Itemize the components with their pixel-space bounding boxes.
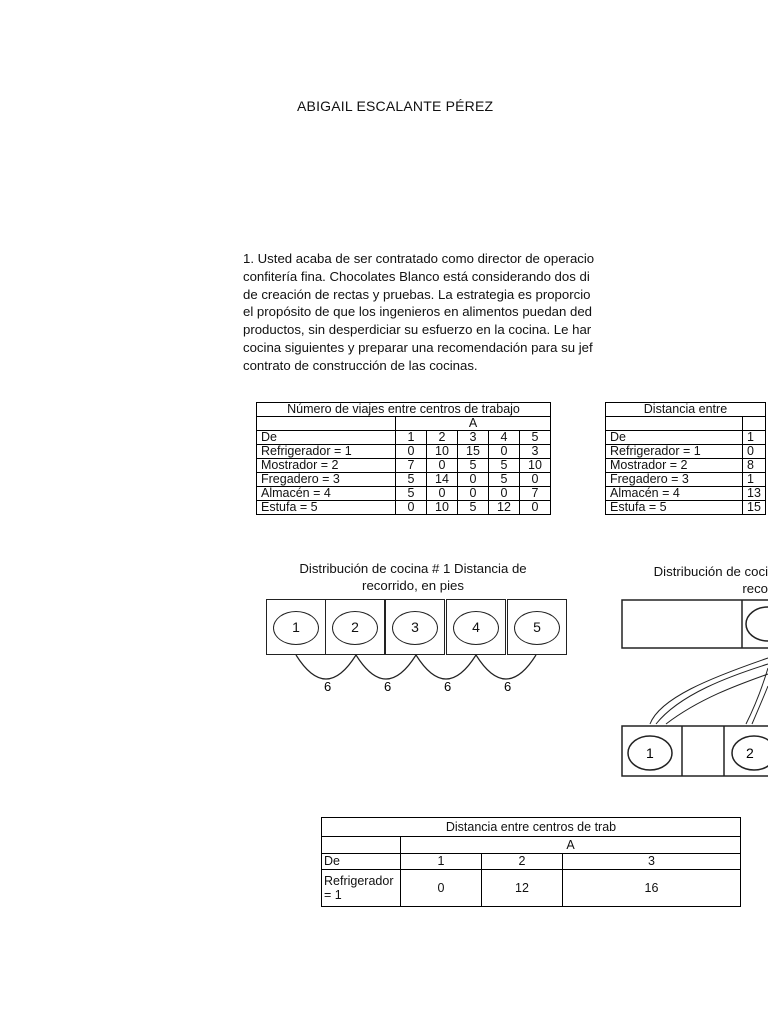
empty-cell	[257, 417, 396, 431]
cell: 10	[427, 501, 458, 515]
arc	[476, 655, 536, 679]
layout1-caption	[268, 560, 558, 594]
table-row	[606, 487, 766, 501]
col-header: 1	[401, 854, 482, 870]
cell: 15	[743, 501, 766, 515]
paragraph-line: el propósito de que los ingenieros en alimentos puedan ded	[243, 304, 592, 320]
caption-line: Distribución de coci	[653, 564, 768, 579]
paragraph-line: confitería fina. Chocolates Blanco está considerando dos di	[243, 268, 590, 284]
cell: 5	[458, 501, 489, 515]
row-label: Refrigerador = 1	[606, 445, 743, 459]
station-circle: 4	[453, 611, 499, 645]
table-row	[606, 445, 766, 459]
caption-line: reco	[742, 581, 768, 596]
cell: 16	[563, 870, 741, 907]
cell: 0	[458, 473, 489, 487]
row-label-line: = 1	[324, 888, 342, 902]
distance-table-2	[321, 817, 741, 907]
col-header: 5	[520, 431, 551, 445]
cell: 3	[520, 445, 551, 459]
distance-table-wrapper	[605, 402, 768, 515]
col-header: 1	[743, 431, 766, 445]
row-label	[322, 870, 401, 907]
cell: 13	[743, 487, 766, 501]
cell: 5	[396, 473, 427, 487]
station-label: 1	[646, 745, 654, 761]
layout2-caption	[622, 563, 768, 597]
col-header: 3	[563, 854, 741, 870]
cell: 10	[427, 445, 458, 459]
author-name: ABIGAIL ESCALANTE PÉREZ	[297, 98, 494, 114]
empty-cell	[322, 837, 401, 854]
distance-label: 6	[444, 679, 452, 694]
cell: 12	[489, 501, 520, 515]
cell: 14	[427, 473, 458, 487]
trips-table-title: Número de viajes entre centros de trabajo	[257, 403, 551, 417]
station-circle: 2	[332, 611, 378, 645]
cell: 0	[458, 487, 489, 501]
station-circle: 1	[273, 611, 319, 645]
row-label-line: Refrigerador	[324, 874, 394, 888]
row-label: Estufa = 5	[257, 501, 396, 515]
row-label: Mostrador = 2	[606, 459, 743, 473]
cell: 0	[489, 487, 520, 501]
table-row	[257, 473, 551, 487]
paragraph-line: cocina siguientes y preparar una recomendación para su jef	[243, 339, 593, 355]
empty-cell	[743, 417, 766, 431]
kitchen-layout-1	[266, 599, 570, 709]
to-label: A	[401, 837, 741, 854]
distance-table-title: Distancia entre	[606, 403, 766, 417]
cell: 0	[427, 459, 458, 473]
table-row	[606, 473, 766, 487]
cell: 5	[458, 459, 489, 473]
arc	[416, 655, 476, 679]
empty-cell	[606, 417, 743, 431]
cell: 7	[396, 459, 427, 473]
layout2-drawing	[620, 598, 768, 808]
table-row	[606, 501, 766, 515]
distance-label: 6	[324, 679, 332, 694]
trips-table	[256, 402, 551, 515]
table-row	[257, 459, 551, 473]
table-row	[257, 487, 551, 501]
paragraph-line: 1. Usted acaba de ser contratado como director de operacio	[243, 251, 595, 266]
distance-table	[605, 402, 766, 515]
cell: 0	[401, 870, 482, 907]
distance-label: 6	[384, 679, 392, 694]
caption-line: Distribución de cocina # 1 Distancia de	[299, 561, 527, 576]
to-label: A	[396, 417, 551, 431]
col-header: 1	[396, 431, 427, 445]
distance-table-2-wrapper	[321, 817, 659, 907]
arc	[666, 674, 768, 724]
cell: 0	[743, 445, 766, 459]
from-label: De	[322, 854, 401, 870]
table-row	[606, 459, 766, 473]
cell: 0	[396, 445, 427, 459]
distance-arcs	[266, 599, 570, 709]
problem-paragraph	[243, 250, 641, 375]
arc	[746, 668, 768, 724]
table-row	[322, 870, 741, 907]
station-circle	[746, 607, 768, 641]
arc	[356, 655, 416, 679]
cell: 10	[520, 459, 551, 473]
col-header: 4	[489, 431, 520, 445]
cell: 0	[396, 501, 427, 515]
caption-line: recorrido, en pies	[362, 578, 464, 593]
from-label: De	[606, 431, 743, 445]
cell: 12	[482, 870, 563, 907]
cell: 8	[743, 459, 766, 473]
paragraph-line: productos, sin desperdiciar su esfuerzo en la cocina. Le har	[243, 322, 592, 338]
cell: 7	[520, 487, 551, 501]
cell: 0	[427, 487, 458, 501]
paragraph-line: de creación de rectas y pruebas. La estrategia es proporcio	[243, 286, 591, 302]
cell: 15	[458, 445, 489, 459]
paragraph-line: contrato de construcción de las cocinas.	[243, 357, 478, 373]
table-row	[257, 445, 551, 459]
cell: 5	[489, 459, 520, 473]
from-label: De	[257, 431, 396, 445]
arc	[296, 655, 356, 679]
col-header: 2	[427, 431, 458, 445]
cell: 1	[743, 473, 766, 487]
arc	[656, 664, 768, 724]
station-label: 2	[746, 745, 754, 761]
col-header: 3	[458, 431, 489, 445]
row-label: Estufa = 5	[606, 501, 743, 515]
col-header: 2	[482, 854, 563, 870]
station-circle: 3	[392, 611, 438, 645]
row-label: Fregadero = 3	[257, 473, 396, 487]
distance-label: 6	[504, 679, 512, 694]
station-circle: 5	[514, 611, 560, 645]
table-row	[257, 501, 551, 515]
cell: 5	[489, 473, 520, 487]
row-label: Almacén = 4	[606, 487, 743, 501]
trips-table-wrapper	[256, 402, 551, 515]
cell: 0	[489, 445, 520, 459]
row-label: Refrigerador = 1	[257, 445, 396, 459]
cell: 5	[396, 487, 427, 501]
distance-table-2-title: Distancia entre centros de trab	[322, 818, 741, 837]
kitchen-layout-2	[620, 598, 768, 808]
cell: 0	[520, 473, 551, 487]
row-label: Almacén = 4	[257, 487, 396, 501]
cell: 0	[520, 501, 551, 515]
row-label: Fregadero = 3	[606, 473, 743, 487]
row-label: Mostrador = 2	[257, 459, 396, 473]
